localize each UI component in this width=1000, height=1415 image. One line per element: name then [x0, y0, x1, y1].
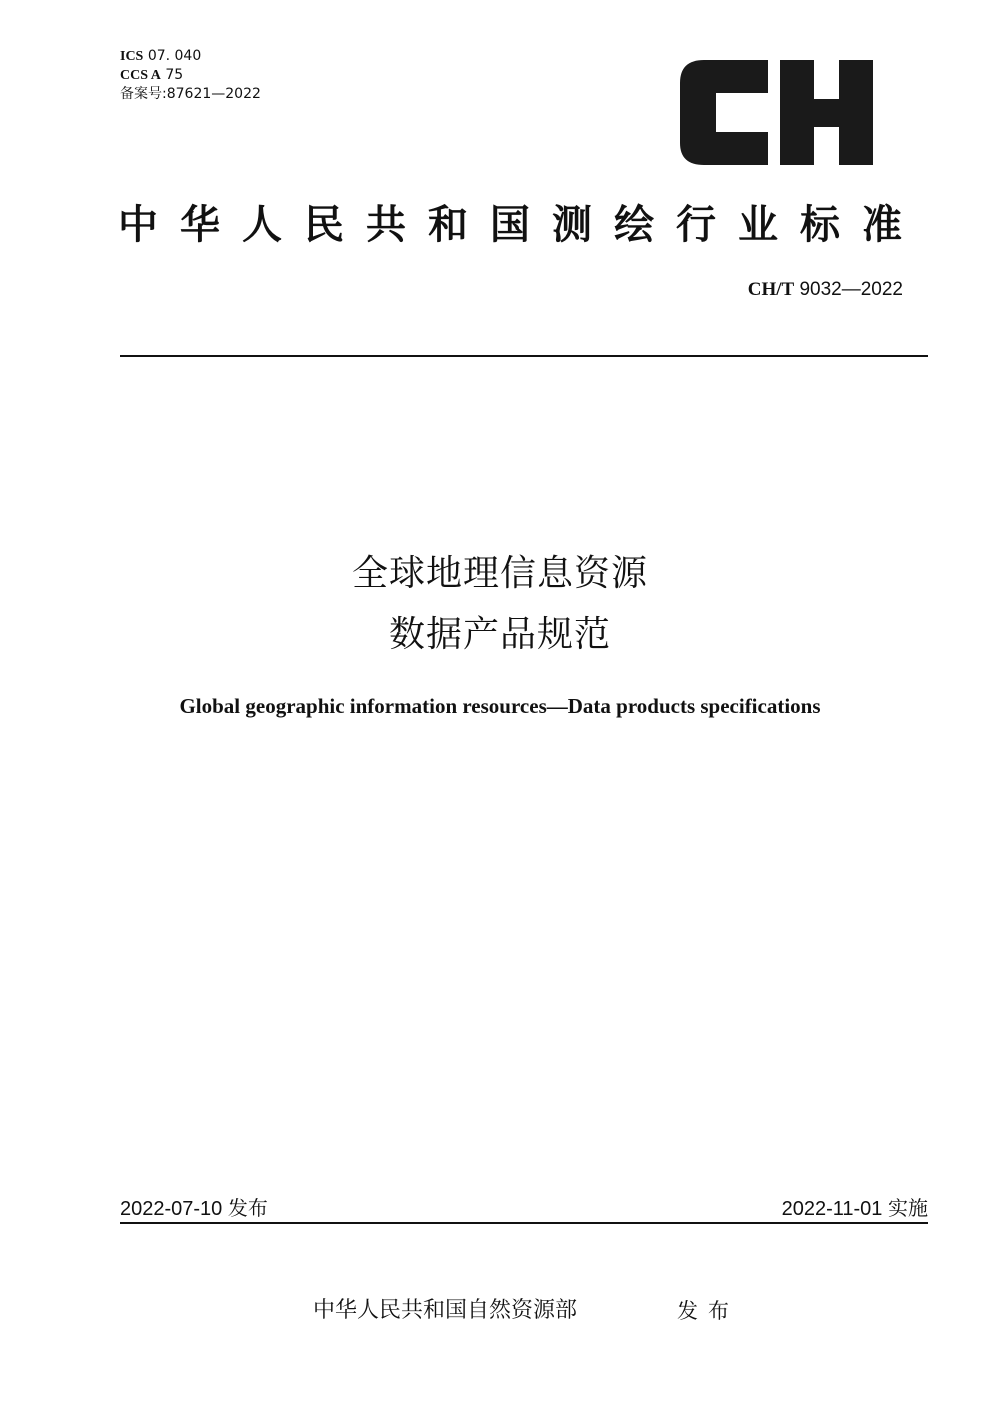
ics-value: 07. 040 [147, 48, 202, 64]
ccs-label: CCS A [120, 68, 161, 83]
record-value: 87621—2022 [166, 86, 261, 102]
ch-logo [676, 55, 876, 170]
title-zh-line2: 数据产品规范 [388, 614, 611, 655]
ccs-value: 75 [165, 67, 184, 83]
ics-label: ICS [120, 49, 144, 64]
standard-code [748, 279, 903, 301]
record-label: 备案号: [120, 86, 167, 102]
logo-h-letter [780, 60, 873, 165]
issue-word: 发布 [677, 1299, 739, 1323]
record-line [120, 85, 261, 103]
title-en: Global geographic information resources—Data products specifications [179, 694, 821, 718]
title-zh-line1: 全球地理信息资源 [351, 553, 648, 594]
org-title: 中华人民共和国测绘行业标准 [118, 202, 924, 248]
classification-block [120, 47, 261, 103]
bottom-divider [120, 1222, 928, 1224]
standard-code-prefix: CH/T [747, 279, 795, 300]
logo-c-letter [680, 60, 768, 165]
top-divider [120, 355, 928, 357]
ics-line [120, 47, 261, 66]
ccs-line [120, 66, 261, 85]
standard-code-number: 9032—2022 [799, 279, 903, 300]
implement-date: 2022-11-01 实施 [781, 1198, 928, 1220]
release-date: 2022-07-10 发布 [120, 1198, 268, 1220]
issuer-name: 中华人民共和国自然资源部 [313, 1298, 578, 1323]
